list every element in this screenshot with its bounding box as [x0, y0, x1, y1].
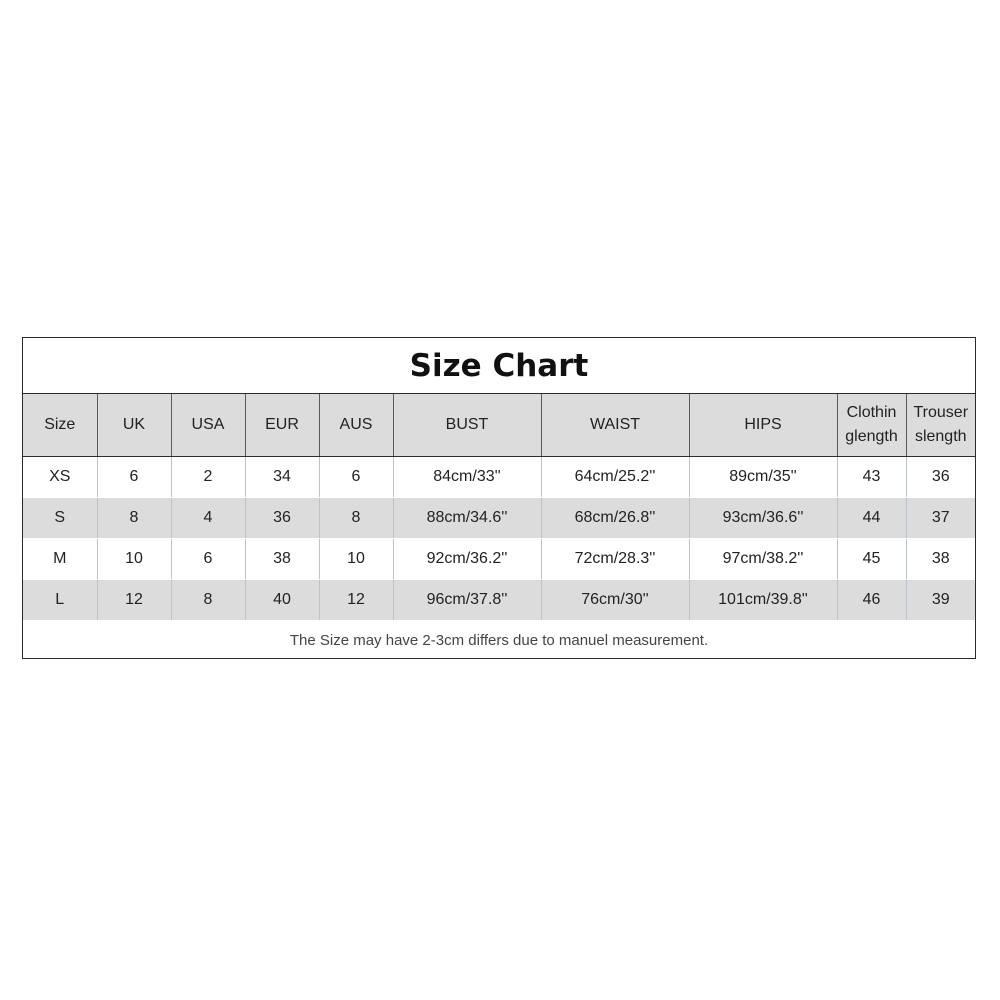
- table-row: [23, 580, 975, 621]
- cell-usa: 6: [171, 539, 245, 580]
- cell-clothing-length: 43: [837, 457, 906, 498]
- header-hips: HIPS: [689, 394, 837, 457]
- header-eur: EUR: [245, 394, 319, 457]
- size-table: [23, 394, 975, 621]
- cell-hips: 93cm/36.6'': [689, 498, 837, 539]
- cell-clothing-length: 44: [837, 498, 906, 539]
- header-waist: WAIST: [541, 394, 689, 457]
- cell-aus: 6: [319, 457, 393, 498]
- cell-bust: 92cm/36.2'': [393, 539, 541, 580]
- cell-size: M: [23, 539, 97, 580]
- cell-eur: 36: [245, 498, 319, 539]
- cell-uk: 10: [97, 539, 171, 580]
- cell-bust: 88cm/34.6'': [393, 498, 541, 539]
- cell-eur: 40: [245, 580, 319, 621]
- header-usa: USA: [171, 394, 245, 457]
- header-aus: AUS: [319, 394, 393, 457]
- cell-bust: 84cm/33'': [393, 457, 541, 498]
- header-size: Size: [23, 394, 97, 457]
- cell-uk: 8: [97, 498, 171, 539]
- cell-eur: 34: [245, 457, 319, 498]
- cell-size: S: [23, 498, 97, 539]
- cell-hips: 97cm/38.2'': [689, 539, 837, 580]
- cell-aus: 12: [319, 580, 393, 621]
- cell-hips: 89cm/35'': [689, 457, 837, 498]
- cell-waist: 64cm/25.2'': [541, 457, 689, 498]
- chart-title: Size Chart: [23, 338, 975, 394]
- cell-bust: 96cm/37.8'': [393, 580, 541, 621]
- cell-uk: 6: [97, 457, 171, 498]
- table-row: [23, 539, 975, 580]
- measurement-note: The Size may have 2-3cm differs due to manuel measurement.: [289, 632, 709, 649]
- table-row: [23, 457, 975, 498]
- header-trouser-length: Trouser slength: [906, 394, 975, 457]
- cell-waist: 76cm/30'': [541, 580, 689, 621]
- cell-waist: 72cm/28.3'': [541, 539, 689, 580]
- cell-hips: 101cm/39.8'': [689, 580, 837, 621]
- cell-eur: 38: [245, 539, 319, 580]
- size-chart: [22, 337, 976, 659]
- cell-uk: 12: [97, 580, 171, 621]
- header-uk: UK: [97, 394, 171, 457]
- cell-trouser-length: 36: [906, 457, 975, 498]
- cell-trouser-length: 39: [906, 580, 975, 621]
- table-row: [23, 498, 975, 539]
- cell-clothing-length: 45: [837, 539, 906, 580]
- header-row: [23, 394, 975, 457]
- header-bust: BUST: [393, 394, 541, 457]
- cell-usa: 4: [171, 498, 245, 539]
- cell-size: L: [23, 580, 97, 621]
- cell-aus: 8: [319, 498, 393, 539]
- cell-usa: 8: [171, 580, 245, 621]
- cell-clothing-length: 46: [837, 580, 906, 621]
- cell-size: XS: [23, 457, 97, 498]
- header-clothing-length: Clothin glength: [837, 394, 906, 457]
- cell-trouser-length: 38: [906, 539, 975, 580]
- cell-aus: 10: [319, 539, 393, 580]
- cell-trouser-length: 37: [906, 498, 975, 539]
- cell-waist: 68cm/26.8'': [541, 498, 689, 539]
- cell-usa: 2: [171, 457, 245, 498]
